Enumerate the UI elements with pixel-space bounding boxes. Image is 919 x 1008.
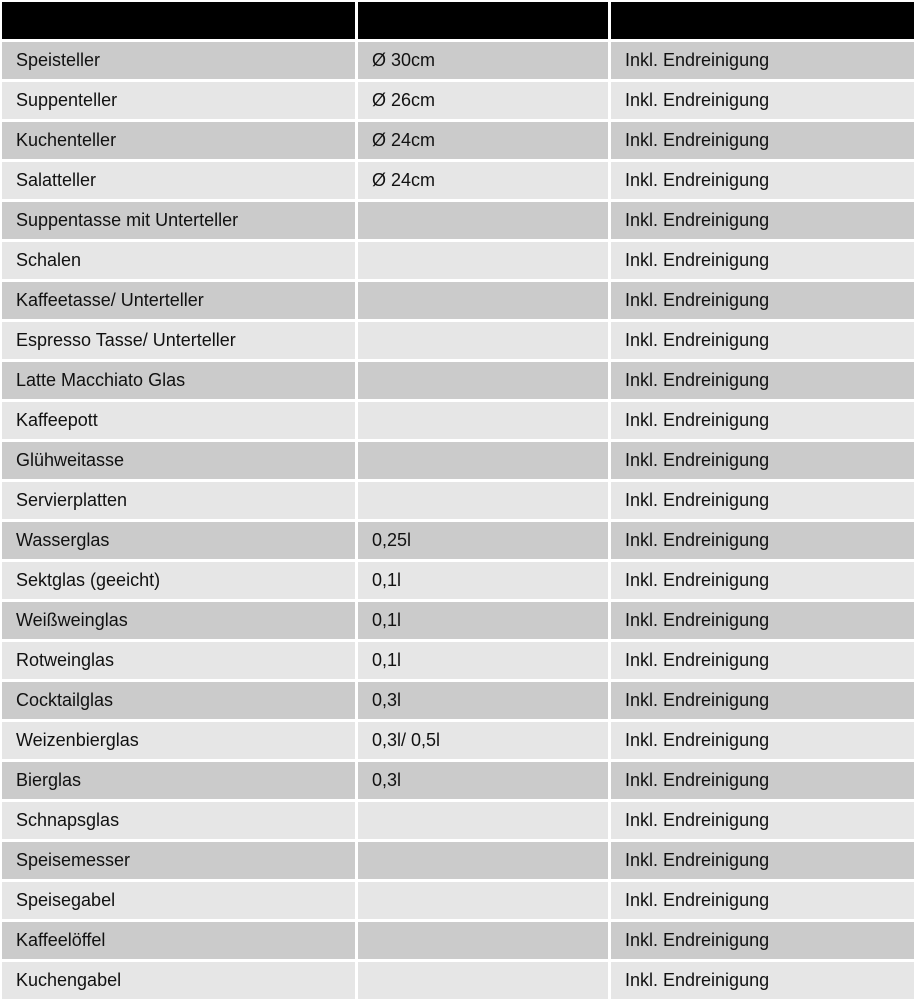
cell-item-name: Speisteller — [2, 42, 358, 82]
cell-size: 0,3l/ 0,5l — [358, 722, 611, 762]
table-row — [2, 802, 914, 842]
cell-item-name: Cocktailglas — [2, 682, 358, 722]
table-row — [2, 722, 914, 762]
cell-note: Inkl. Endreinigung — [611, 162, 914, 202]
cell-item-name: Speisemesser — [2, 842, 358, 882]
cell-note: Inkl. Endreinigung — [611, 962, 914, 1002]
cell-note: Inkl. Endreinigung — [611, 402, 914, 442]
cell-item-name: Kaffeepott — [2, 402, 358, 442]
header-cell-note — [611, 2, 914, 42]
cell-item-name: Weizenbierglas — [2, 722, 358, 762]
cell-size: Ø 24cm — [358, 122, 611, 162]
table-header — [2, 2, 914, 42]
header-cell-item — [2, 2, 358, 42]
cell-size: Ø 30cm — [358, 42, 611, 82]
cell-item-name: Latte Macchiato Glas — [2, 362, 358, 402]
cell-item-name: Suppentasse mit Unterteller — [2, 202, 358, 242]
table-row — [2, 322, 914, 362]
price-table-container — [2, 2, 914, 1002]
cell-size: Ø 24cm — [358, 162, 611, 202]
cell-note: Inkl. Endreinigung — [611, 602, 914, 642]
cell-size — [358, 962, 611, 1002]
cell-note: Inkl. Endreinigung — [611, 242, 914, 282]
cell-size: 0,3l — [358, 762, 611, 802]
table-row — [2, 962, 914, 1002]
cell-note: Inkl. Endreinigung — [611, 122, 914, 162]
table-row — [2, 202, 914, 242]
header-cell-size — [358, 2, 611, 42]
cell-note: Inkl. Endreinigung — [611, 322, 914, 362]
table-row — [2, 842, 914, 882]
cell-item-name: Weißweinglas — [2, 602, 358, 642]
cell-note: Inkl. Endreinigung — [611, 802, 914, 842]
table-row — [2, 402, 914, 442]
cell-note: Inkl. Endreinigung — [611, 202, 914, 242]
cell-item-name: Speisegabel — [2, 882, 358, 922]
table-row — [2, 442, 914, 482]
cell-item-name: Kuchenteller — [2, 122, 358, 162]
cell-size: 0,3l — [358, 682, 611, 722]
cell-size: 0,1l — [358, 562, 611, 602]
table-row — [2, 562, 914, 602]
cell-size — [358, 362, 611, 402]
cell-item-name: Schalen — [2, 242, 358, 282]
cell-note: Inkl. Endreinigung — [611, 722, 914, 762]
cell-note: Inkl. Endreinigung — [611, 42, 914, 82]
header-row — [2, 2, 914, 42]
cell-item-name: Espresso Tasse/ Unterteller — [2, 322, 358, 362]
cell-size — [358, 202, 611, 242]
cell-size — [358, 282, 611, 322]
cell-size — [358, 402, 611, 442]
table-row — [2, 242, 914, 282]
cell-item-name: Rotweinglas — [2, 642, 358, 682]
cell-note: Inkl. Endreinigung — [611, 482, 914, 522]
table-row — [2, 602, 914, 642]
cell-item-name: Suppenteller — [2, 82, 358, 122]
cell-item-name: Glühweitasse — [2, 442, 358, 482]
cell-note: Inkl. Endreinigung — [611, 562, 914, 602]
cell-item-name: Kaffeetasse/ Unterteller — [2, 282, 358, 322]
table-row — [2, 122, 914, 162]
cell-note: Inkl. Endreinigung — [611, 762, 914, 802]
cell-item-name: Kaffeelöffel — [2, 922, 358, 962]
cell-size — [358, 842, 611, 882]
table-row — [2, 762, 914, 802]
cell-size: 0,1l — [358, 602, 611, 642]
table-row — [2, 922, 914, 962]
rental-items-table — [2, 2, 914, 1002]
table-row — [2, 82, 914, 122]
table-row — [2, 522, 914, 562]
table-row — [2, 482, 914, 522]
cell-size — [358, 882, 611, 922]
cell-item-name: Kuchengabel — [2, 962, 358, 1002]
cell-item-name: Salatteller — [2, 162, 358, 202]
cell-size — [358, 802, 611, 842]
cell-item-name: Servierplatten — [2, 482, 358, 522]
cell-note: Inkl. Endreinigung — [611, 642, 914, 682]
cell-item-name: Wasserglas — [2, 522, 358, 562]
cell-note: Inkl. Endreinigung — [611, 842, 914, 882]
cell-note: Inkl. Endreinigung — [611, 82, 914, 122]
cell-size: 0,1l — [358, 642, 611, 682]
cell-size — [358, 482, 611, 522]
cell-note: Inkl. Endreinigung — [611, 922, 914, 962]
table-row — [2, 682, 914, 722]
cell-size — [358, 242, 611, 282]
table-row — [2, 362, 914, 402]
cell-note: Inkl. Endreinigung — [611, 442, 914, 482]
cell-item-name: Sektglas (geeicht) — [2, 562, 358, 602]
table-row — [2, 882, 914, 922]
table-body — [2, 42, 914, 1002]
cell-size: 0,25l — [358, 522, 611, 562]
cell-note: Inkl. Endreinigung — [611, 362, 914, 402]
cell-note: Inkl. Endreinigung — [611, 522, 914, 562]
cell-note: Inkl. Endreinigung — [611, 682, 914, 722]
table-row — [2, 162, 914, 202]
table-row — [2, 42, 914, 82]
table-row — [2, 642, 914, 682]
cell-size — [358, 922, 611, 962]
cell-note: Inkl. Endreinigung — [611, 882, 914, 922]
cell-item-name: Bierglas — [2, 762, 358, 802]
cell-item-name: Schnapsglas — [2, 802, 358, 842]
cell-size: Ø 26cm — [358, 82, 611, 122]
cell-size — [358, 442, 611, 482]
table-row — [2, 282, 914, 322]
cell-size — [358, 322, 611, 362]
cell-note: Inkl. Endreinigung — [611, 282, 914, 322]
